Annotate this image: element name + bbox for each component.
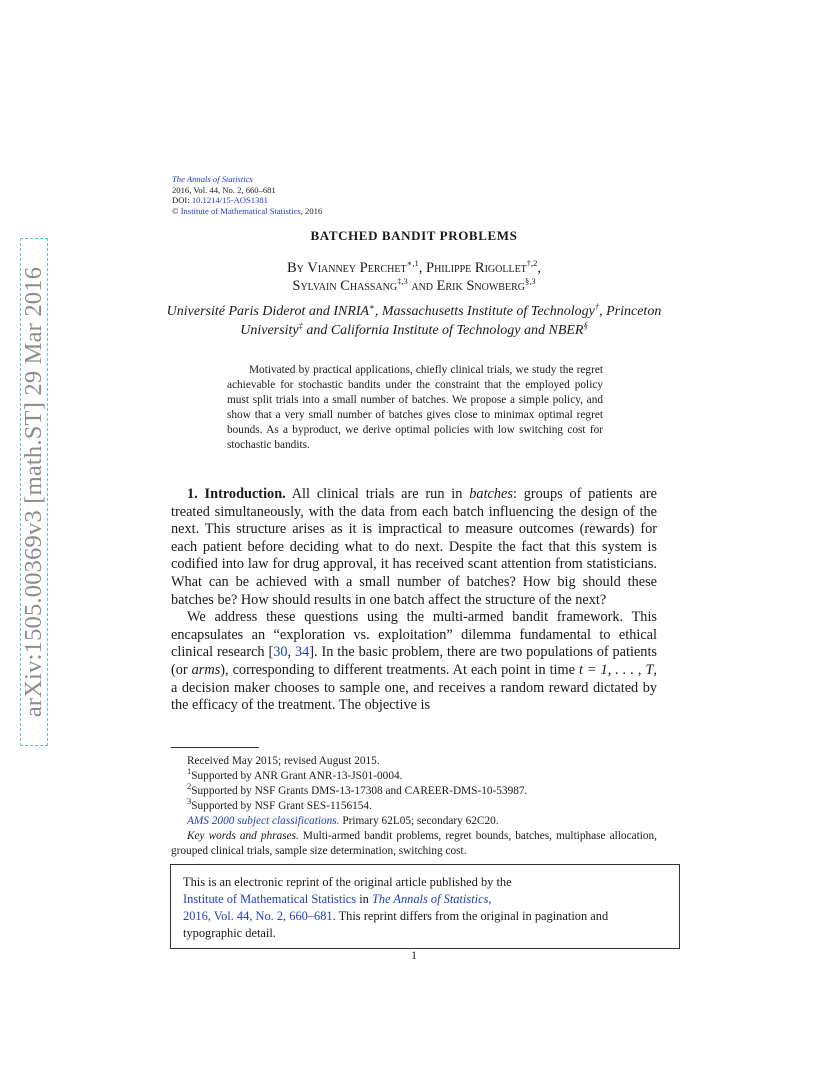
journal-volume: 2016, Vol. 44, No. 2, 660–681 bbox=[172, 184, 276, 195]
page-number: 1 bbox=[411, 950, 417, 962]
citation-link-30[interactable]: 30 bbox=[273, 644, 288, 661]
abstract: Motivated by practical applications, chiefly clinical trials, we study the regret achievable for stochastic bandits under the constraint that the employed policy must split trials into a small number of batches. We propose a simple policy, and show that a very small number of batches gives close to minimax optimal regret bounds. As a byproduct, we derive optimal policies with low switching cost for stochastic bandits. bbox=[227, 364, 603, 451]
ams-classification-link[interactable]: AMS 2000 subject classifications. bbox=[187, 815, 340, 827]
footnote-divider bbox=[171, 747, 259, 748]
received-note: Received May 2015; revised August 2015. bbox=[187, 755, 380, 767]
copyright-icon: © bbox=[172, 205, 179, 216]
reprint-notice: This is an electronic reprint of the original article published by the Institute of Mathematical Statistics in The Annals of Statistics, 2016, Vol. 44, No. 2, 660–681. This reprint differs from the original in pagination and typographic detail. bbox=[170, 864, 680, 949]
footnotes bbox=[171, 754, 657, 859]
citation-link-34[interactable]: 34 bbox=[294, 644, 310, 661]
journal-copyright: © Institute of Mathematical Statistics, 2016 bbox=[172, 205, 323, 216]
intro-paragraph-1: 1. Introduction. All clinical trials are run in batches: groups of patients are treated simultaneously, with the data from each batch influencing the design of the next. This structure arises as it is impractical to measure outcomes (rewards) for each patient before deciding what to do next. Despite the fact that this system is codified into law for drug approval, it has received scant attention from statisticians. What can be achieved with a small number of batches? How big should these batches be? How should results in one batch affect the structure of the next? bbox=[171, 486, 657, 608]
publisher-link[interactable]: Institute of Mathematical Statistics bbox=[180, 205, 301, 216]
intro-paragraph-2: We address these questions using the multi-armed bandit framework. This encapsulates an “exploration vs. exploitation” dilemma fundamental to ethical clinical research [30, 34]. In the basic problem, there are two populations of patients (or arms), corresponding to different treatments. At each point in time t = 1, . . . , T, a decision maker chooses to sample one, and receives a random reward dictated by the efficacy of the treatment. The objective is bbox=[171, 609, 657, 714]
journal-doi: DOI: 10.1214/15-AOS1381 bbox=[172, 195, 268, 206]
doi-link[interactable]: 10.1214/15-AOS1381 bbox=[191, 195, 268, 206]
footnote-2: $^2$Supported by NSF Grants DMS-13-17308 and CAREER-DMS-10-53987. bbox=[187, 781, 528, 797]
reprint-publisher-link[interactable]: Institute of Mathematical Statistics bbox=[183, 892, 357, 906]
section-heading: 1. Introduction. bbox=[187, 486, 286, 502]
arxiv-identifier[interactable]: arXiv:1505.00369v3 [math.ST] 29 Mar 2016 bbox=[20, 266, 47, 718]
ams-classification: AMS 2000 subject classifications. Primary 62L05; secondary 62C20. bbox=[187, 815, 499, 827]
reprint-citation-link[interactable]: 2016, Vol. 44, No. 2, 660–681 bbox=[183, 909, 333, 923]
author-perchet: Vianney Perchet bbox=[307, 260, 407, 276]
reprint-journal-link[interactable]: The Annals of Statistics bbox=[371, 892, 489, 906]
introduction-section bbox=[171, 486, 657, 715]
footnote-1: $^1$Supported by ANR Grant ANR-13-JS01-0004. bbox=[187, 766, 403, 782]
author-snowberg: Erik Snowberg bbox=[436, 278, 525, 294]
author-rigollet: Philippe Rigollet bbox=[426, 260, 527, 276]
author-chassang: Sylvain Chassang bbox=[292, 278, 398, 294]
footnote-3: $^3$Supported by NSF Grant SES-1156154. bbox=[187, 796, 372, 812]
inline-math: t = 1, . . . , T bbox=[578, 661, 654, 678]
author-list: By Vianney Perchet$^{∗,1}$, Philippe Rigollet$^{\dagger,2}$, Sylvain Chassang$^{\ddagger,3}$ and Erik Snowberg$^{\S,3}$ bbox=[286, 258, 542, 294]
journal-header bbox=[172, 174, 322, 216]
arxiv-side-stamp bbox=[20, 238, 48, 746]
keywords: Key words and phrases. Multi-armed bandit problems, regret bounds, batches, multiphase allocation, grouped clinical trials, sample size determination, switching cost. bbox=[171, 830, 657, 857]
paper-title: BATCHED BANDIT PROBLEMS bbox=[310, 228, 518, 243]
affiliations: Université Paris Diderot and INRIA∗, Massachusetts Institute of Technology†, Princeton University‡ and California Institute of Technology and NBER§ bbox=[166, 301, 662, 338]
journal-name-link[interactable]: The Annals of Statistics bbox=[172, 174, 253, 184]
